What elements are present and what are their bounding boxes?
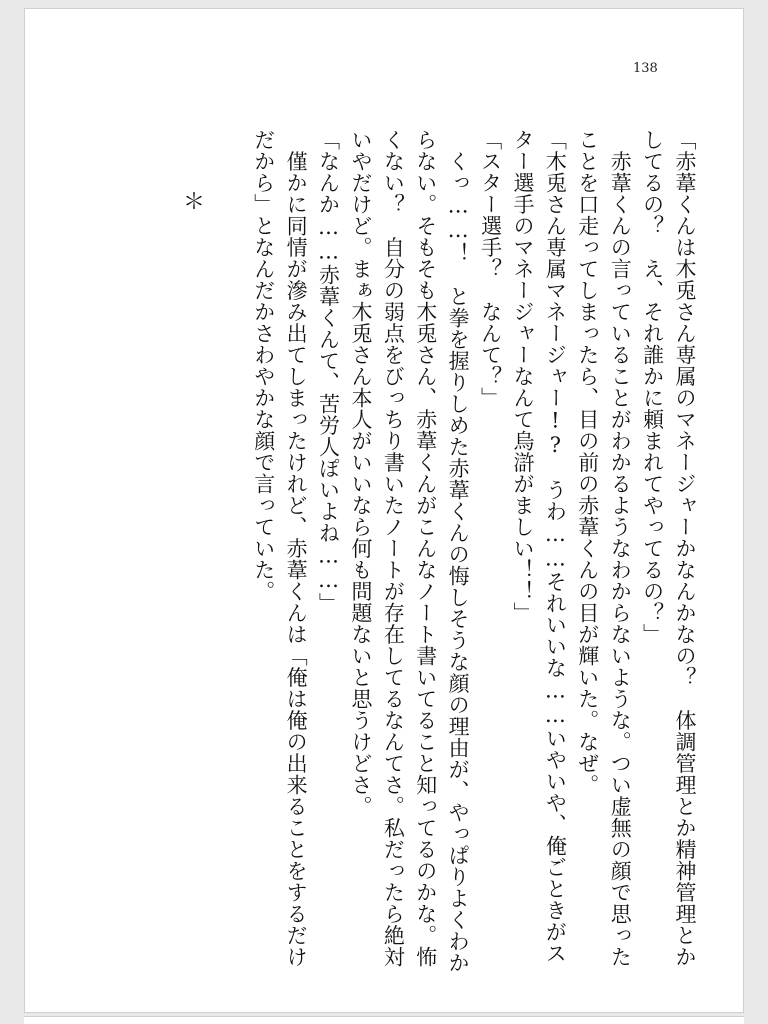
paragraph: くっ……！ と拳を握りしめた赤葦くんの悔しそうな顔の理由が、やっぱりよくわからない。そもそも木兎さん、赤葦くんがこんなノート書いてること知ってるのかな。怖くない？ 自分の弱点をびっちり書いたノートが存在してるなんてさ。私だったら絶対いやだけど。まぁ木兎さん本人がいいなら何も問題ないと思うけどさ。 <box>348 129 471 974</box>
next-page-edge <box>24 1016 744 1024</box>
paragraph: 「スター選手？ なんて？」 <box>478 129 503 409</box>
paragraph: 僅かに同情が滲み出てしまったけれど、赤葦くんは「俺は俺の出来ることをするだけだから」となんだかさわやかな顔で言っていた。 <box>251 129 309 968</box>
paragraph: 「木兎さん専属マネージャー!? うわ……それいいな……いやいや、俺ごときがスター選手のマネージャーなんて烏滸がましい！！」 <box>510 129 568 964</box>
book-page <box>24 8 744 1013</box>
section-break-asterisk: ＊ <box>183 190 206 215</box>
paragraph: 「なんか……赤葦くんて、苦労人ぽいよね……」 <box>316 129 341 614</box>
paragraph: 赤葦くんの言っていることがわかるようなわからないような。つい虚無の顔で思ったことを口走ってしまったら、目の前の赤葦くんの目が輝いた。なぜ。 <box>575 129 633 968</box>
page-number: 138 <box>633 61 658 76</box>
paragraph: 「赤葦くんは木兎さん専属のマネージャーかなんかなの？ 体調管理とか精神管理とかしてるの？ え、それ誰かに頼まれてやってるの？」 <box>640 129 697 968</box>
vertical-text-body <box>211 129 701 979</box>
